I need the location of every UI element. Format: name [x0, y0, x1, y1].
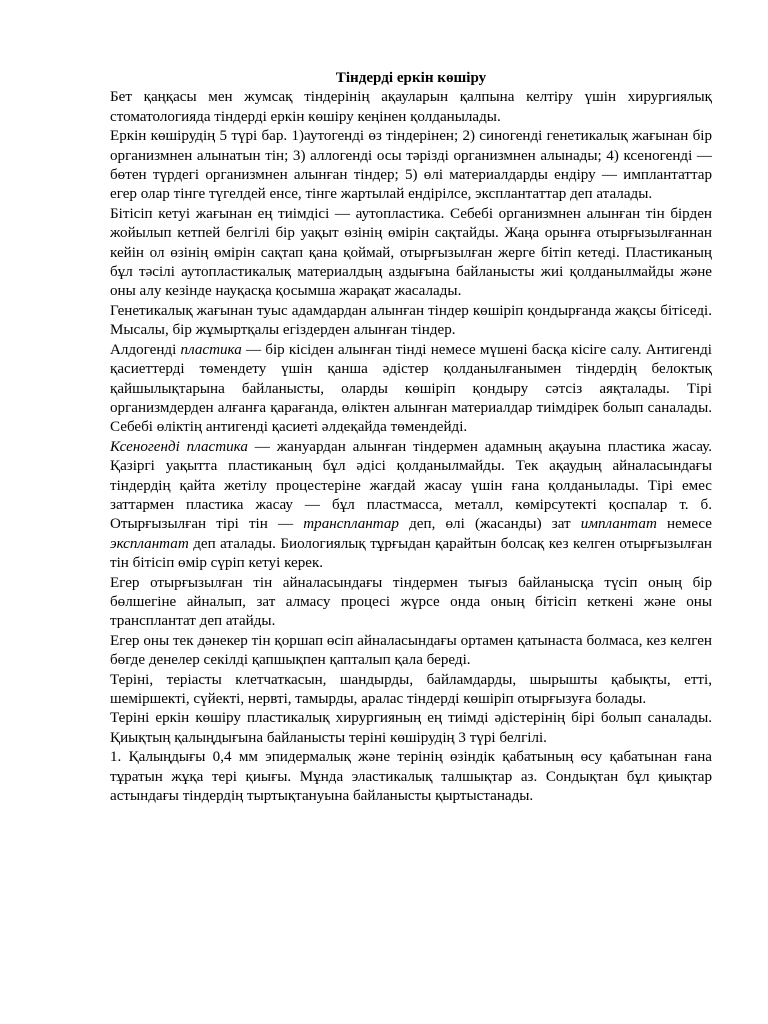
text-segment: Теріні, теріасты клетчаткасын, шандырды, байламдарды, шырышты қабықты, етті, шеміршекті, сүйекті, нервті, тамырды, аралас тіндерді көшіріп отырғызуға болады. [110, 671, 712, 707]
document-title: Тіндерді еркін көшіру [335, 70, 487, 86]
paragraph [110, 632, 712, 671]
paragraph [110, 205, 712, 302]
italic-term: эксплантат [110, 535, 189, 552]
text-segment: — жануардан алынған тіндермен адамның ақауына пластика жасау. Қазіргі уақытта пластиканың бұл әдісі қолданылмайды. Тек ақаудың айналасындағы тіндердің қайта жетілу процестеріне жағдай жасау үшін ғана қолданылады. Тірі емес заттармен пластика жасау — бұл пластмасса, металл, көмірсутекті қоспалар т. б. Отырғызылған тірі тін — [110, 438, 712, 533]
text-segment: — бір кісіден алынған тінді немесе мүшені басқа кісіге салу. Антигенді қасиеттерді төмендету үшін қанша әдістер қолданылғанымен тіндердің белоктық қайшылықтарына байланысты, оларды көшіріп қондыру сәтсіз аяқталады. Тірі организмдерден алғанға қарағанда, өліктен алынған материалдар тиімдірек болып саналады. Себебі өліктің антигенді қасиеті әлдеқайда төмендейді. [110, 341, 713, 436]
text-segment: деп, өлі (жасанды) зат [398, 516, 581, 533]
document-body [110, 88, 712, 806]
text-segment: немесе [656, 516, 712, 533]
italic-term: трансплантар [303, 516, 399, 533]
paragraph [110, 748, 712, 806]
italic-term: пластика [180, 341, 242, 358]
paragraph [110, 574, 712, 632]
paragraph [110, 127, 712, 205]
document-page [110, 69, 712, 806]
paragraph [110, 341, 712, 438]
text-segment: Бет қаңқасы мен жумсақ тіндерінің ақауларын қалпына келтіру үшін хирургиялық стоматологияда тіндерді еркін көшіру кеңінен қолданылады. [110, 89, 712, 125]
italic-term: Ксеногенді пластика [110, 438, 248, 455]
text-segment: Бітісіп кетуі жағынан ең тиімдісі — аутопластика. Себебі организмнен алынған тін бірден жойылып кетпей белгілі бір уақыт өзінің өмірін сақтайды. Жаңа орынға отырғызылғаннан кейін ол өзінің өмірін сақтап қана қоймай, отырғызылған жерге бітіп кетеді. Пластиканың бұл тәсілі аутопластикалық материалдың аздығына байланысты жиі қолданылмайды және оны алу кезінде науқасқа қосымша жарақат жасалады. [110, 205, 712, 300]
paragraph [110, 88, 712, 127]
paragraph [110, 671, 712, 710]
text-segment: Еркін көшірудің 5 түрі бар. 1)аутогенді өз тіндерінен; 2) синогенді генетикалық жағынан бір организмнен алынатын тін; 3) аллогенді осы тәрізді организмнен алынады; 4) ксеногенді — бөтен түрдегі организмнен алынған тіндер; 5) өлі материалдарды ендіру — имплантаттар егер олар тінге түгелдей енсе, тінге жартылай ендірілсе, эксплантаттар деп аталады. [110, 128, 712, 203]
text-segment: Алдогенді [110, 341, 181, 358]
text-segment: деп аталады. Биологиялық тұрғыдан қарайтын болсақ кез келген отырғызылған тін бітісіп өмір сүріп кетуі керек. [110, 535, 712, 572]
paragraph [110, 438, 712, 574]
paragraph [110, 302, 712, 341]
text-segment: Теріні еркін көшіру пластикалық хирургияның ең тиімді әдістерінің бірі болып саналады. Қиықтың қалыңдығына байланысты теріні көшірудің 3 түрі белгілі. [110, 710, 712, 746]
paragraph [110, 709, 712, 748]
text-segment: Генетикалық жағынан туыс адамдардан алынған тіндер көшіріп қондырғанда жақсы бітіседі. Мысалы, бір жұмыртқалы егіздерден алынған тіндер. [110, 302, 712, 339]
text-segment: 1. Қалыңдығы 0,4 мм эпидермалық және терінің өзіндік қабатының өсу қабатынан ғана тұратын жұқа тері қиығы. Мұнда эластикалық талшықтар аз. Сондықтан бұл қиықтар астындағы тіндердің тыртықтануына байланысты қыртыстанады. [110, 749, 712, 805]
text-segment: Егер оны тек дәнекер тін қоршап өсіп айналасындағы ортамен қатынаста болмаса, кез келген бөгде денелер секілді қапшықпен қапталып қала береді. [110, 632, 712, 669]
text-segment: Егер отырғызылған тін айналасындағы тіндермен тығыз байланысқа түсіп оның бір бөлшегіне айналып, зат алмасу процесі жүрсе онда оның бітісіп кеткені және оны трансплантат деп атайды. [110, 574, 712, 630]
italic-term: имплантат [580, 516, 657, 533]
